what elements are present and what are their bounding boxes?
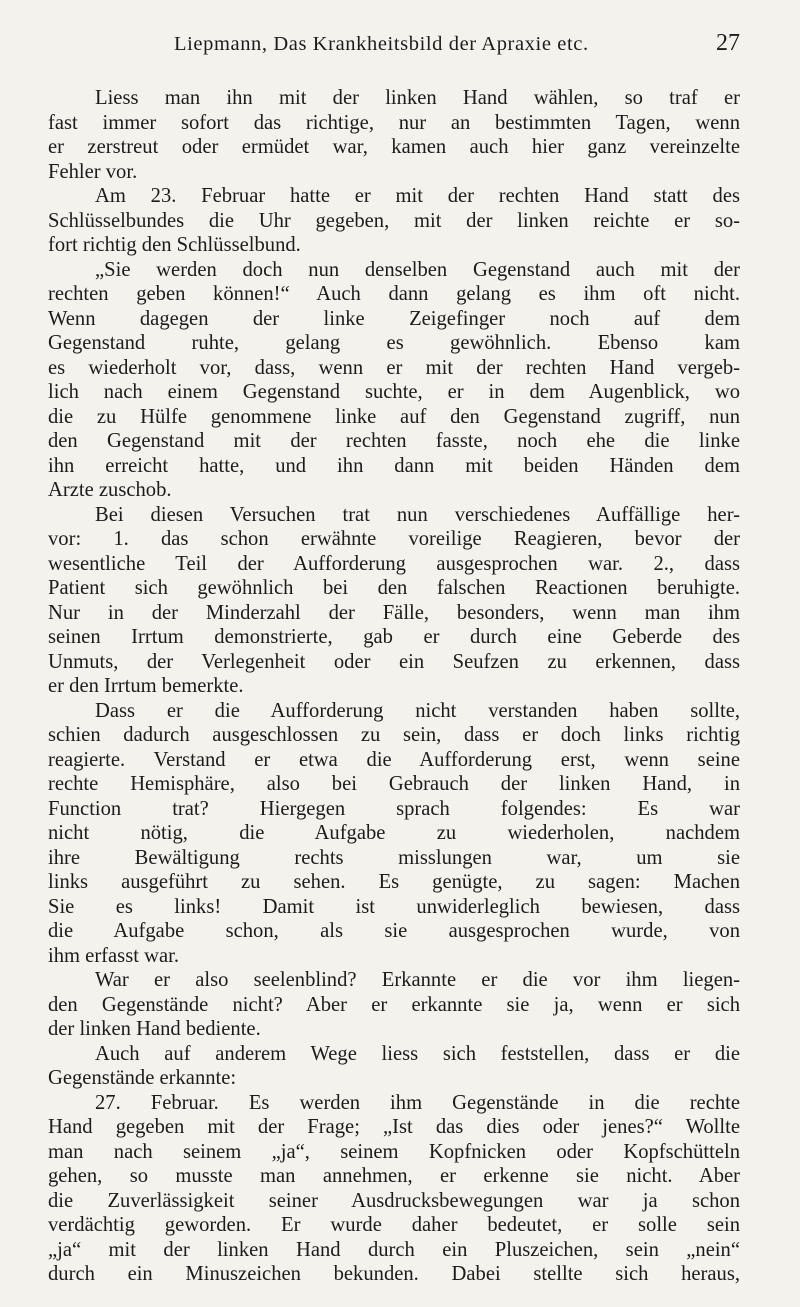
text-line: der linken Hand bediente. xyxy=(48,1018,261,1040)
text-line: verdächtig geworden. Er wurde daher bedeutet, er solle sein xyxy=(48,1214,740,1236)
text-line: die Zuverlässigkeit seiner Ausdrucksbewegungen war ja schon xyxy=(48,1189,740,1212)
body-text xyxy=(48,86,740,1287)
text-line: Gegenstände erkannte: xyxy=(48,1067,237,1089)
text-line: gehen, so musste man annehmen, er erkenne sie nicht. Aber xyxy=(48,1165,740,1187)
text-line: den Gegenstand mit der rechten fasste, noch ehe die linke xyxy=(48,430,740,452)
text-line: Arzte zuschob. xyxy=(48,479,172,501)
page-header xyxy=(48,30,740,61)
text-line: wesentliche Teil der Aufforderung ausgesprochen war. 2., dass xyxy=(48,552,740,575)
text-line: Patient sich gewöhnlich bei den falschen Reactionen beruhigte. xyxy=(48,577,740,599)
text-line: Bei diesen Versuchen trat nun verschiedenes Auffällige her- xyxy=(95,503,740,526)
text-line: ihm erfasst war. xyxy=(48,944,179,967)
text-line: Nur in der Minderzahl der Fälle, besonders, wenn man ihm xyxy=(48,601,740,624)
text-line: Hand gegeben mit der Frage; „Ist das dies oder jenes?“ Wollte xyxy=(48,1116,740,1138)
text-line: „Sie werden doch nun denselben Gegenstand auch mit der xyxy=(95,258,740,281)
text-line: ihre Bewältigung rechts misslungen war, um sie xyxy=(48,846,740,869)
text-line: nicht nötig, die Aufgabe zu wiederholen, nachdem xyxy=(48,822,740,844)
running-head: Liepmann, Das Krankheitsbild der Apraxie etc. xyxy=(174,33,589,55)
text-line: War er also seelenblind? Erkannte er die vor ihm liegen- xyxy=(95,969,740,991)
text-line: fast immer sofort das richtige, nur an bestimmten Tagen, wenn xyxy=(48,111,740,134)
text-line: man nach seinem „ja“, seinem Kopfnicken oder Kopfschütteln xyxy=(48,1140,740,1163)
text-line: ihn erreicht hatte, und ihn dann mit beiden Händen dem xyxy=(48,454,740,477)
page-number: 27 xyxy=(716,30,740,56)
text-line: vor: 1. das schon erwähnte voreilige Reagieren, bevor der xyxy=(48,528,740,550)
text-line: reagierte. Verstand er etwa die Aufforderung erst, wenn seine xyxy=(48,748,740,771)
text-line: rechten geben können!“ Auch dann gelang es ihm oft nicht. xyxy=(48,283,740,305)
text-line: lich nach einem Gegenstand suchte, er in dem Augenblick, wo xyxy=(48,381,740,403)
text-line: Fehler vor. xyxy=(48,160,138,183)
text-line: Dass er die Aufforderung nicht verstanden haben sollte, xyxy=(95,699,740,722)
text-line: 27. Februar. Es werden ihm Gegenstände in die rechte xyxy=(95,1091,740,1114)
text-line: Liess man ihn mit der linken Hand wählen, so traf er xyxy=(95,87,740,109)
text-line: er zerstreut oder ermüdet war, kamen auch hier ganz vereinzelte xyxy=(48,136,740,158)
text-line: Function trat? Hiergegen sprach folgendes: Es war xyxy=(48,797,740,820)
text-line: seinen Irrtum demonstrierte, gab er durch eine Geberde des xyxy=(48,626,740,648)
text-line: „ja“ mit der linken Hand durch ein Pluszeichen, sein „nein“ xyxy=(48,1238,740,1261)
text-line: die Aufgabe schon, als sie ausgesprochen wurde, von xyxy=(48,920,740,942)
text-line: die zu Hülfe genommene linke auf den Gegenstand zugriff, nun xyxy=(48,405,740,428)
text-line: Auch auf anderem Wege liess sich feststellen, dass er die xyxy=(95,1042,740,1065)
text-line: durch ein Minuszeichen bekunden. Dabei stellte sich heraus, xyxy=(48,1263,740,1285)
text-line: Wenn dagegen der linke Zeigefinger noch auf dem xyxy=(48,307,740,330)
text-line: Sie es links! Damit ist unwiderleglich bewiesen, dass xyxy=(48,895,740,918)
text-line: Gegenstand ruhte, gelang es gewöhnlich. Ebenso kam xyxy=(48,332,740,354)
text-line: rechte Hemisphäre, also bei Gebrauch der linken Hand, in xyxy=(48,773,740,795)
text-line: Am 23. Februar hatte er mit der rechten Hand statt des xyxy=(95,185,740,207)
text-line: er den Irrtum bemerkte. xyxy=(48,675,244,697)
text-line: Schlüsselbundes die Uhr gegeben, mit der linken reichte er so- xyxy=(48,209,740,232)
text-line: den Gegenstände nicht? Aber er erkannte sie ja, wenn er sich xyxy=(48,993,740,1016)
text-line: es wiederholt vor, dass, wenn er mit der rechten Hand vergeb- xyxy=(48,356,740,379)
text-line: fort richtig den Schlüsselbund. xyxy=(48,234,301,256)
text-line: links ausgeführt zu sehen. Es genügte, zu sagen: Machen xyxy=(48,871,740,893)
text-line: schien dadurch ausgeschlossen zu sein, dass er doch links richtig xyxy=(48,724,740,746)
text-line: Unmuts, der Verlegenheit oder ein Seufzen zu erkennen, dass xyxy=(48,650,740,673)
